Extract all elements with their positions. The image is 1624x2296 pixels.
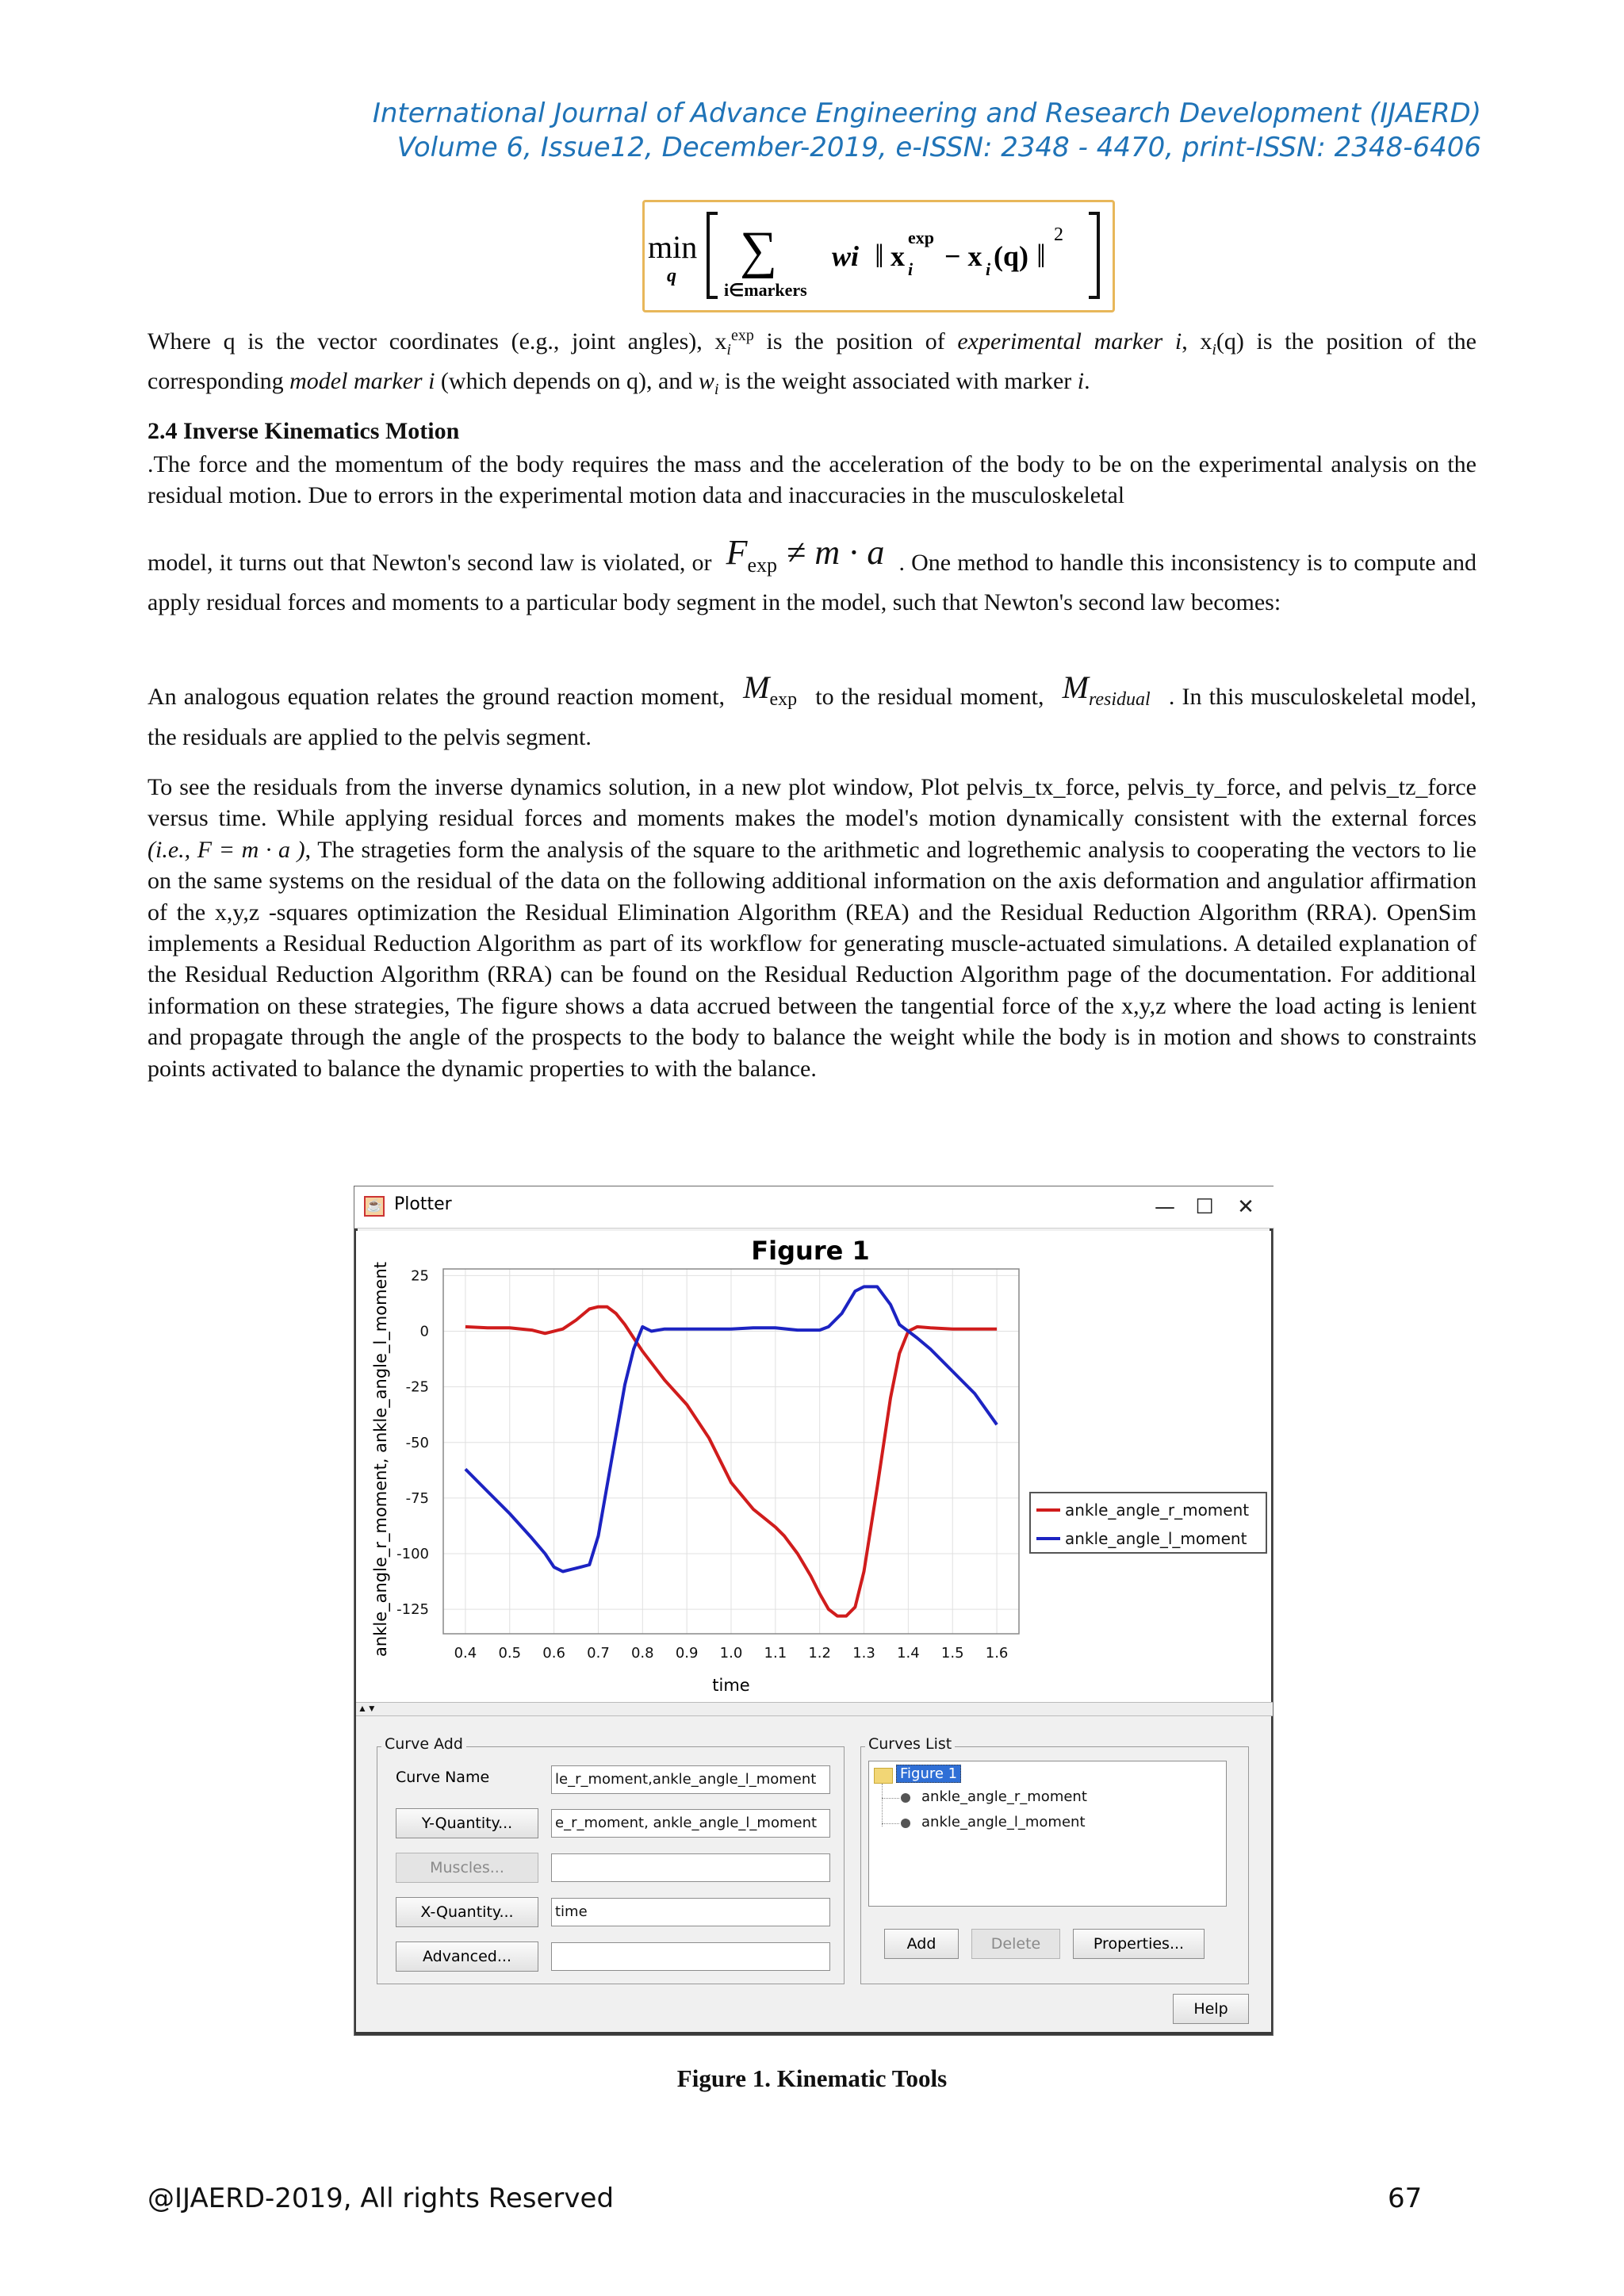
svg-text:i: i	[986, 259, 991, 279]
curve-bullet-icon	[901, 1819, 910, 1828]
properties-button[interactable]: Properties...	[1073, 1929, 1205, 1959]
x-tick-label: 1.5	[940, 1645, 964, 1662]
y-axis-label: ankle_angle_r_moment, ankle_angle_l_moment	[371, 1262, 390, 1657]
tree-item-curve[interactable]: ankle_angle_r_moment	[921, 1788, 1087, 1805]
x-tick-label: 0.7	[587, 1645, 610, 1662]
journal-title: International Journal of Advance Engineering and Research Development (IJAERD)	[372, 98, 1481, 129]
minimize-button[interactable]: —	[1155, 1195, 1175, 1219]
help-button[interactable]: Help	[1173, 1994, 1249, 2024]
maximize-button[interactable]: ☐	[1195, 1195, 1214, 1219]
y-ticks	[396, 1267, 429, 1618]
x-axis-label: time	[712, 1676, 750, 1695]
x-tick-label: 1.2	[808, 1645, 832, 1662]
journal-header	[238, 97, 1481, 165]
x-quantity-button[interactable]: X-Quantity...	[396, 1897, 538, 1927]
moment-exp-symbol: $M_{exp}$	[743, 669, 798, 710]
y-tick-label: 0	[419, 1323, 429, 1340]
chart-title: Figure 1	[751, 1236, 870, 1266]
legend-label: ankle_angle_l_moment	[1065, 1529, 1247, 1548]
add-curve-button[interactable]: Add	[884, 1929, 959, 1959]
window-title: Plotter	[394, 1194, 452, 1214]
curve-controls-panel	[356, 1716, 1271, 2032]
plotter-window	[354, 1186, 1274, 2036]
figure-caption: Figure 1. Kinematic Tools	[676, 2064, 948, 2092]
curve-bullet-icon	[901, 1793, 910, 1803]
x-tick-label: 0.8	[630, 1645, 654, 1662]
java-app-icon: ☕	[364, 1196, 385, 1217]
advanced-button[interactable]: Advanced...	[396, 1941, 538, 1972]
eq-sup-exp: exp	[908, 228, 934, 247]
split-pane-divider[interactable]: ▲▼	[356, 1702, 1273, 1716]
svg-text:(q): (q)	[994, 240, 1028, 272]
folder-icon	[874, 1768, 893, 1784]
tree-root-figure[interactable]: Figure 1	[896, 1765, 961, 1783]
svg-text:x: x	[891, 240, 905, 272]
x-tick-label: 0.5	[498, 1645, 522, 1662]
curve-add-legend: Curve Add	[381, 1735, 466, 1753]
x-tick-label: 1.0	[719, 1645, 743, 1662]
paragraph-residual-strategies: To see the residuals from the inverse dynamics solution, in a new plot window, Plot pelvis_tx_force, pelvis_ty_force, and pelvis_tz_force versus time. While applying residual forces and moments makes the model's motion dynamically consistent with the external forces (i.e., F = m · a ), The strageties form the analysis of the square to the arithmetic and logrethemic analysis to cooperating the vectors to lie on the same systems on the residual of the data on the following additional information on the axis deformation and angulatior affirmation of the x,y,z -squares optimization the Residual Elimination Algorithm (REA) and the Residual Reduction Algorithm (RRA). OpenSim implements a Residual Reduction Algorithm as part of its workflow for generating muscle-actuated simulations. A detailed explanation of the Residual Reduction Algorithm (RRA) can be found on the Residual Reduction Algorithm page of the documentation. For additional information on these strategies, The figure shows a data accrued between the tangential force of the x,y,z where the load acting is lenient and propagate through the angle of the prospects to the body to balance the weight while the body is in motion and shows to constraints points activated to balance the dynamic properties to with the balance.	[147, 774, 1477, 1082]
curves-list-legend: Curves List	[865, 1735, 955, 1753]
x-ticks	[454, 1645, 1009, 1662]
eq-min: min	[648, 229, 698, 265]
delete-curve-button[interactable]: Delete	[971, 1929, 1060, 1959]
copyright-footer: @IJAERD-2019, All rights Reserved	[147, 2183, 615, 2214]
eq-sup-2: 2	[1054, 224, 1063, 245]
x-tick-label: 0.4	[454, 1645, 477, 1662]
paragraph-newton: model, it turns out that Newton's second law is violated, or $F_{exp} \ne m \cdot a$ . One method to handle this inconsistency is to compute and apply residual forces and moments to a particular body segment in the model, such that Newton's second law becomes:	[147, 533, 1477, 616]
x-tick-label: 1.4	[897, 1645, 920, 1662]
force-equation-inline: (i.e., F = m · a )	[147, 836, 305, 863]
paragraph-residual-intro: .The force and the momentum of the body requires the mass and the acceleration of the body to be on the experimental analysis on the residual motion. Due to errors in the experimental motion data and inaccuracies in the musculoskeletal	[147, 451, 1477, 509]
plot-panel[interactable]	[356, 1231, 1271, 1702]
tree-item-curve[interactable]: ankle_angle_l_moment	[921, 1814, 1086, 1830]
x-quantity-field[interactable]: time	[551, 1898, 830, 1926]
x-tick-label: 1.6	[985, 1645, 1009, 1662]
moment-residual-symbol: $M_{residual}$	[1062, 669, 1151, 710]
chart-grid	[443, 1269, 1019, 1634]
x-tick-label: 0.9	[675, 1645, 699, 1662]
y-tick-label: -50	[405, 1434, 429, 1451]
page-number: 67	[1388, 2183, 1423, 2214]
x-tick-label: 0.6	[542, 1645, 565, 1662]
curves-tree[interactable]	[868, 1761, 1227, 1907]
chart-legend	[1030, 1493, 1266, 1553]
eq-sigma: ∑	[740, 221, 778, 279]
y-quantity-button[interactable]: Y-Quantity...	[396, 1808, 538, 1838]
svg-text:i: i	[908, 259, 914, 279]
y-quantity-field[interactable]: e_r_moment, ankle_angle_l_moment	[551, 1809, 830, 1838]
eq-weight: wi	[832, 240, 860, 272]
close-button[interactable]: ✕	[1237, 1195, 1254, 1219]
newton-inequation: $F_{exp} \ne m \cdot a$	[726, 533, 885, 577]
journal-issue: Volume 6, Issue12, December-2019, e-ISSN: 2348 - 4470, print-ISSN: 2348-6406	[396, 132, 1481, 163]
line-chart	[356, 1231, 1271, 1702]
y-tick-label: -125	[396, 1601, 429, 1619]
minimization-equation	[642, 200, 1115, 312]
muscles-button[interactable]: Muscles...	[396, 1853, 538, 1883]
paragraph-definitions: Where q is the vector coordinates (e.g., joint angles), $x_i^{exp}$ is the position of experimental marker i, $x_i(q)$ is the position of the corresponding model marker i (which depends on q), and $w_i$ is the weight associated with marker i.	[147, 327, 1477, 399]
legend-label: ankle_angle_r_moment	[1065, 1501, 1250, 1520]
curve-name-label: Curve Name	[396, 1769, 490, 1786]
svg-text:‖: ‖	[875, 239, 884, 275]
y-tick-label: 25	[411, 1267, 429, 1285]
eq-sub-markers: i∈markers	[724, 280, 807, 300]
curve-name-field[interactable]: le_r_moment,ankle_angle_l_moment	[551, 1765, 830, 1794]
x-tick-label: 1.1	[764, 1645, 787, 1662]
svg-text:‖: ‖	[1036, 239, 1046, 275]
eq-sub-q: q	[667, 266, 676, 286]
advanced-field[interactable]	[551, 1942, 830, 1971]
window-titlebar[interactable]	[354, 1186, 1274, 1228]
y-tick-label: -25	[405, 1378, 429, 1396]
y-tick-label: -100	[396, 1546, 429, 1563]
muscles-field[interactable]	[551, 1853, 830, 1882]
svg-text:− x: − x	[944, 240, 982, 272]
section-heading: 2.4 Inverse Kinematics Motion	[147, 418, 460, 444]
paragraph-moments: An analogous equation relates the ground reaction moment, $M_{exp}$ to the residual moment, $M_{residual}$ . In this musculoskeletal model, the residuals are applied to the pelvis segment.	[147, 669, 1477, 751]
x-tick-label: 1.3	[852, 1645, 875, 1662]
y-tick-label: -75	[405, 1489, 429, 1507]
